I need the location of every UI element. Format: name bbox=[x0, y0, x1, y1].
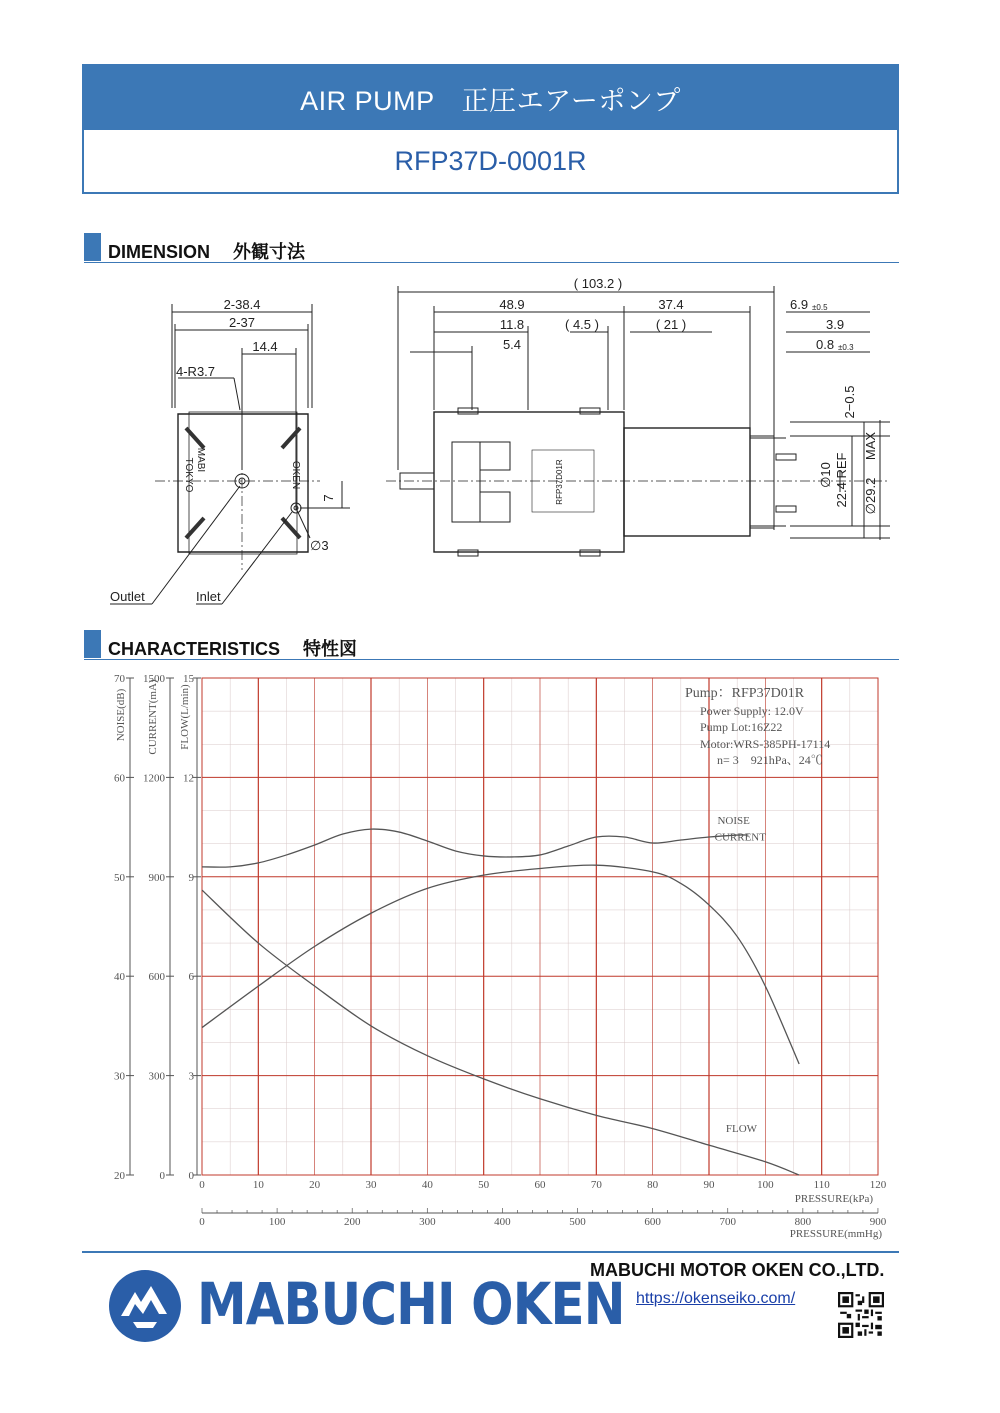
dim-37-4: 37.4 bbox=[658, 297, 684, 312]
axis-label-noise: NOISE(dB) bbox=[115, 688, 127, 742]
current-tick-label: 600 bbox=[148, 971, 165, 984]
dim-14-4: 14.4 bbox=[252, 339, 278, 354]
dim-2-0-5: 2−0.5 bbox=[842, 385, 857, 419]
info-lot: Pump Lot:16Z22 bbox=[700, 720, 783, 734]
kpa-tick-label: 30 bbox=[365, 1179, 377, 1191]
kpa-tick-label: 10 bbox=[252, 1179, 264, 1191]
info-pump: Pump：RFP37D01R bbox=[685, 686, 805, 701]
current-tick-label: 900 bbox=[148, 871, 165, 884]
section-marker bbox=[84, 630, 101, 658]
current-tick-label: 300 bbox=[148, 1070, 165, 1083]
kpa-tick-label: 0 bbox=[199, 1179, 205, 1191]
label-inlet: Inlet bbox=[196, 589, 221, 604]
kpa-tick-label: 90 bbox=[703, 1179, 715, 1191]
section-characteristics-title: CHARACTERISTICS 特性図 bbox=[108, 639, 358, 659]
current-tick-label: 1200 bbox=[143, 772, 165, 785]
info-motor: Motor:WRS-385PH-17114 bbox=[700, 737, 831, 751]
mmhg-tick-label: 900 bbox=[869, 1216, 887, 1228]
side-brand-tokyo: TOKYO bbox=[183, 457, 194, 493]
mmhg-tick-label: 400 bbox=[494, 1216, 511, 1228]
mmhg-tick-label: 100 bbox=[268, 1216, 286, 1228]
flow-tick-label: 15 bbox=[183, 673, 194, 685]
dim-5-4: 5.4 bbox=[502, 337, 522, 352]
axis-label-current: CURRENT(mA) bbox=[147, 679, 159, 755]
flow-tick-label: 12 bbox=[183, 772, 194, 785]
current-tick-label: 1500 bbox=[143, 673, 165, 685]
footer-divider bbox=[82, 1251, 899, 1253]
kpa-tick-label: 120 bbox=[869, 1179, 887, 1191]
kpa-tick-label: 70 bbox=[590, 1179, 602, 1191]
noise-tick-label: 20 bbox=[114, 1170, 125, 1182]
side-brand-oken: OKEN bbox=[290, 460, 301, 490]
dim-22-4-ref: 22.4 REF bbox=[834, 452, 849, 508]
flow-tick-label: 9 bbox=[188, 871, 194, 884]
mmhg-tick-label: 300 bbox=[419, 1216, 436, 1228]
mmhg-tick-label: 800 bbox=[794, 1216, 812, 1228]
dim-4-5: ( 4.5 ) bbox=[565, 317, 599, 332]
logo-wordmark: MABUCHI OKEN bbox=[197, 1270, 625, 1338]
dim-21: ( 21 ) bbox=[655, 317, 687, 332]
qr-code-icon bbox=[838, 1292, 884, 1338]
dim-103-2: ( 103.2 ) bbox=[573, 276, 623, 291]
noise-tick-label: 60 bbox=[114, 772, 125, 785]
side-brand-mabi: MABI bbox=[195, 447, 206, 473]
dim-2-37: 2-37 bbox=[228, 315, 256, 330]
info-power: Power Supply: 12.0V bbox=[700, 704, 804, 718]
dim-6-9-tol: ±0.5 bbox=[812, 303, 828, 312]
kpa-tick-label: 80 bbox=[647, 1179, 659, 1191]
current-tick-label: 0 bbox=[159, 1170, 165, 1182]
dim-0-8: 0.8 bbox=[816, 337, 835, 352]
dim-48-9: 48.9 bbox=[499, 297, 525, 312]
kpa-tick-label: 40 bbox=[421, 1179, 433, 1191]
info-conditions: n= 3 921hPa、24℃ bbox=[717, 753, 823, 767]
noise-tick-label: 70 bbox=[114, 673, 125, 685]
axis-label-mmhg: PRESSURE(mmHg) bbox=[789, 1228, 882, 1240]
flow-tick-label: 0 bbox=[188, 1170, 194, 1182]
dim-3-9: 3.9 bbox=[826, 317, 845, 332]
axis-label-flow: FLOW(L/min) bbox=[179, 684, 191, 750]
dim-7: 7 bbox=[321, 494, 336, 502]
company-name: MABUCHI MOTOR OKEN CO.,LTD. bbox=[590, 1260, 885, 1280]
pump-label-text: RFP37D01R bbox=[555, 459, 564, 505]
mmhg-tick-label: 500 bbox=[569, 1216, 586, 1228]
noise-tick-label: 30 bbox=[114, 1070, 125, 1083]
series-label-noise: NOISE bbox=[717, 815, 750, 828]
title-box bbox=[82, 64, 899, 194]
flow-tick-label: 6 bbox=[188, 971, 194, 984]
noise-tick-label: 50 bbox=[114, 871, 125, 884]
mmhg-tick-label: 0 bbox=[199, 1216, 205, 1228]
kpa-tick-label: 50 bbox=[478, 1179, 490, 1191]
dim-2-38-4: 2-38.4 bbox=[223, 297, 261, 312]
kpa-tick-label: 60 bbox=[534, 1179, 546, 1191]
dim-6-9: 6.9 bbox=[790, 297, 809, 312]
section-dimension bbox=[84, 233, 899, 263]
kpa-tick-label: 20 bbox=[309, 1179, 321, 1191]
dim-11-8: 11.8 bbox=[499, 317, 525, 332]
section-marker bbox=[84, 233, 101, 261]
mmhg-tick-label: 200 bbox=[343, 1216, 361, 1228]
axis-label-kpa: PRESSURE(kPa) bbox=[794, 1193, 873, 1205]
logo-mark-icon bbox=[105, 1266, 185, 1346]
dim-max: MAX bbox=[863, 431, 878, 461]
page-title: AIR PUMP 正圧エアーポンプ bbox=[84, 66, 897, 130]
model-number: RFP37D-0001R bbox=[394, 145, 587, 176]
dim-0-8-tol: ±0.3 bbox=[838, 343, 854, 352]
mmhg-tick-label: 600 bbox=[644, 1216, 661, 1228]
chart-info-box bbox=[685, 686, 830, 767]
section-characteristics bbox=[84, 630, 899, 660]
dim-phi3: ∅3 bbox=[310, 538, 329, 553]
dim-29-2: ∅29.2 bbox=[863, 477, 878, 515]
series-label-current: CURRENT bbox=[714, 831, 766, 844]
dim-phi10: ∅10 bbox=[818, 462, 833, 488]
series-label-flow: FLOW bbox=[725, 1122, 758, 1135]
kpa-tick-label: 100 bbox=[757, 1179, 774, 1191]
company-logo bbox=[105, 1266, 625, 1346]
series-noise-line bbox=[202, 829, 748, 867]
dim-4-r3-7: 4-R3.7 bbox=[176, 364, 216, 379]
section-dimension-title: DIMENSION 外観寸法 bbox=[108, 242, 306, 262]
mmhg-tick-label: 700 bbox=[719, 1216, 736, 1228]
dimension-drawing bbox=[100, 270, 900, 610]
company-url-link[interactable]: https://okenseiko.com/ bbox=[636, 1290, 796, 1307]
noise-tick-label: 40 bbox=[114, 971, 125, 984]
characteristics-chart bbox=[100, 665, 900, 1250]
label-outlet: Outlet bbox=[110, 589, 145, 604]
flow-tick-label: 3 bbox=[188, 1070, 194, 1083]
kpa-tick-label: 110 bbox=[813, 1179, 830, 1191]
